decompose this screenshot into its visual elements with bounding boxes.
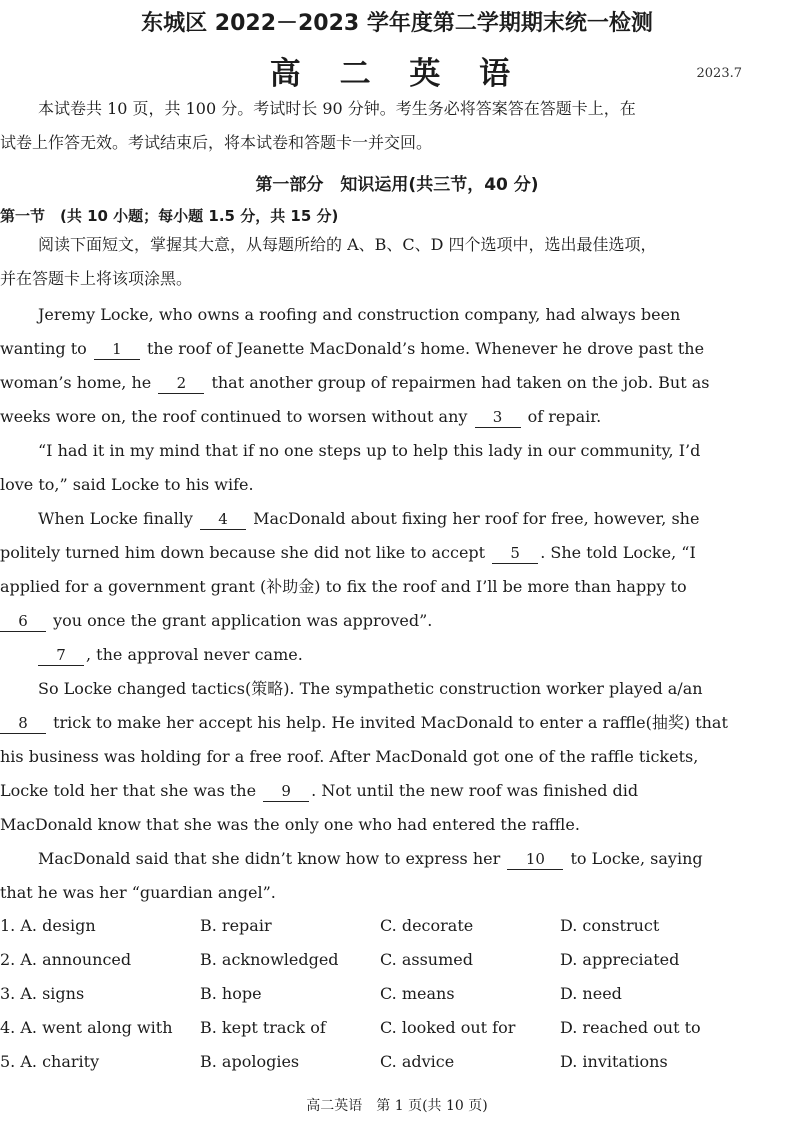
passage-line (38, 842, 703, 876)
section-title: 第一节 (共 10 小题；每小题 1.5 分，共 15 分) (0, 207, 339, 225)
passage-text: politely turned him down because she did not like to accept (0, 543, 486, 562)
passage-text: woman’s home, he (0, 373, 152, 392)
option-b: B. apologies (200, 1052, 300, 1071)
exam-title: 东城区 2022－2023 学年度第二学期期末统一检测 (141, 11, 653, 36)
option-d: D. appreciated (560, 950, 680, 969)
blank-2: 2 (158, 373, 204, 394)
passage-text: you once the grant application was approved”. (53, 611, 433, 630)
passage-line (0, 332, 704, 366)
passage-text: to Locke, saying (570, 849, 703, 868)
blank-4: 4 (200, 509, 246, 530)
passage-text: . She told Locke, “I (540, 543, 696, 562)
option-c: C. looked out for (380, 1018, 516, 1037)
option-d: D. reached out to (560, 1018, 701, 1037)
passage-text: , the approval never came. (86, 645, 303, 664)
question-row (0, 1052, 794, 1082)
question-row (0, 984, 794, 1014)
passage-line: So Locke changed tactics(策略). The sympathetic construction worker played a/an (38, 679, 703, 698)
passage-text: Locke told her that she was the (0, 781, 257, 800)
instructions-line-2: 试卷上作答无效。考试结束后，将本试卷和答题卡一并交回。 (0, 133, 433, 152)
passage-line: MacDonald know that she was the only one who had entered the raffle. (0, 815, 580, 834)
passage-text: MacDonald about fixing her roof for free, however, she (253, 509, 700, 528)
blank-5: 5 (492, 543, 538, 564)
passage-line: “I had it in my mind that if no one steps up to help this lady in our community, I’d (38, 441, 701, 460)
passage-line (38, 638, 303, 672)
passage-line: Jeremy Locke, who owns a roofing and construction company, had always been (38, 305, 681, 324)
passage-line (0, 400, 601, 434)
option-d: D. invitations (560, 1052, 668, 1071)
option-a: 5. A. charity (0, 1052, 100, 1071)
passage-text: weeks wore on, the roof continued to worsen without any (0, 407, 468, 426)
option-c: C. decorate (380, 916, 474, 935)
blank-7: 7 (38, 645, 84, 666)
passage-text: . Not until the new roof was finished did (311, 781, 639, 800)
passage-line: that he was her “guardian angel”. (0, 883, 276, 902)
option-a: 2. A. announced (0, 950, 132, 969)
instructions-line-1: 本试卷共 10 页，共 100 分。考试时长 90 分钟。考生务必将答案答在答题卡上，在 (38, 99, 636, 118)
passage-text: the roof of Jeanette MacDonald’s home. Whenever he drove past the (146, 339, 705, 358)
subject-title: 高 二 英 语 (269, 56, 525, 92)
question-row (0, 950, 794, 980)
passage-line (0, 536, 696, 570)
directions-line-1: 阅读下面短文，掌握其大意，从每题所给的 A、B、C、D 四个选项中，选出最佳选项， (38, 235, 657, 254)
page-footer: 高二英语 第 1 页(共 10 页) (306, 1098, 488, 1114)
option-a: 3. A. signs (0, 984, 85, 1003)
part-title: 第一部分 知识运用(共三节，40 分) (255, 175, 539, 195)
passage-text: When Locke finally (38, 509, 193, 528)
option-a: 1. A. design (0, 916, 96, 935)
passage-line (38, 502, 699, 536)
passage-line: his business was holding for a free roof. After MacDonald got one of the raffle tickets, (0, 747, 699, 766)
passage-line (0, 706, 728, 740)
option-b: B. acknowledged (200, 950, 339, 969)
option-b: B. hope (200, 984, 262, 1003)
blank-6: 6 (0, 611, 46, 632)
passage-line (0, 604, 432, 638)
blank-8: 8 (0, 713, 46, 734)
option-c: C. advice (380, 1052, 455, 1071)
option-d: D. construct (560, 916, 660, 935)
blank-3: 3 (475, 407, 521, 428)
directions-line-2: 并在答题卡上将该项涂黑。 (0, 269, 193, 288)
option-c: C. means (380, 984, 455, 1003)
passage-text: that another group of repairmen had taken on the job. But as (211, 373, 710, 392)
option-b: B. repair (200, 916, 272, 935)
blank-10: 10 (507, 849, 563, 870)
option-d: D. need (560, 984, 622, 1003)
blank-9: 9 (263, 781, 309, 802)
option-b: B. kept track of (200, 1018, 326, 1037)
exam-date: 2023.7 (696, 66, 742, 81)
option-a: 4. A. went along with (0, 1018, 173, 1037)
question-row (0, 1018, 794, 1048)
passage-text: of repair. (527, 407, 602, 426)
passage-text: trick to make her accept his help. He invited MacDonald to enter a raffle(抽奖) that (53, 713, 728, 732)
blank-1: 1 (94, 339, 140, 360)
passage-line (0, 366, 709, 400)
question-row (0, 916, 794, 946)
passage-line: love to,” said Locke to his wife. (0, 475, 254, 494)
passage-text: wanting to (0, 339, 87, 358)
passage-line (0, 774, 638, 808)
passage-text: MacDonald said that she didn’t know how to express her (38, 849, 501, 868)
option-c: C. assumed (380, 950, 473, 969)
passage-line: applied for a government grant (补助金) to fix the roof and I’ll be more than happy to (0, 577, 687, 596)
